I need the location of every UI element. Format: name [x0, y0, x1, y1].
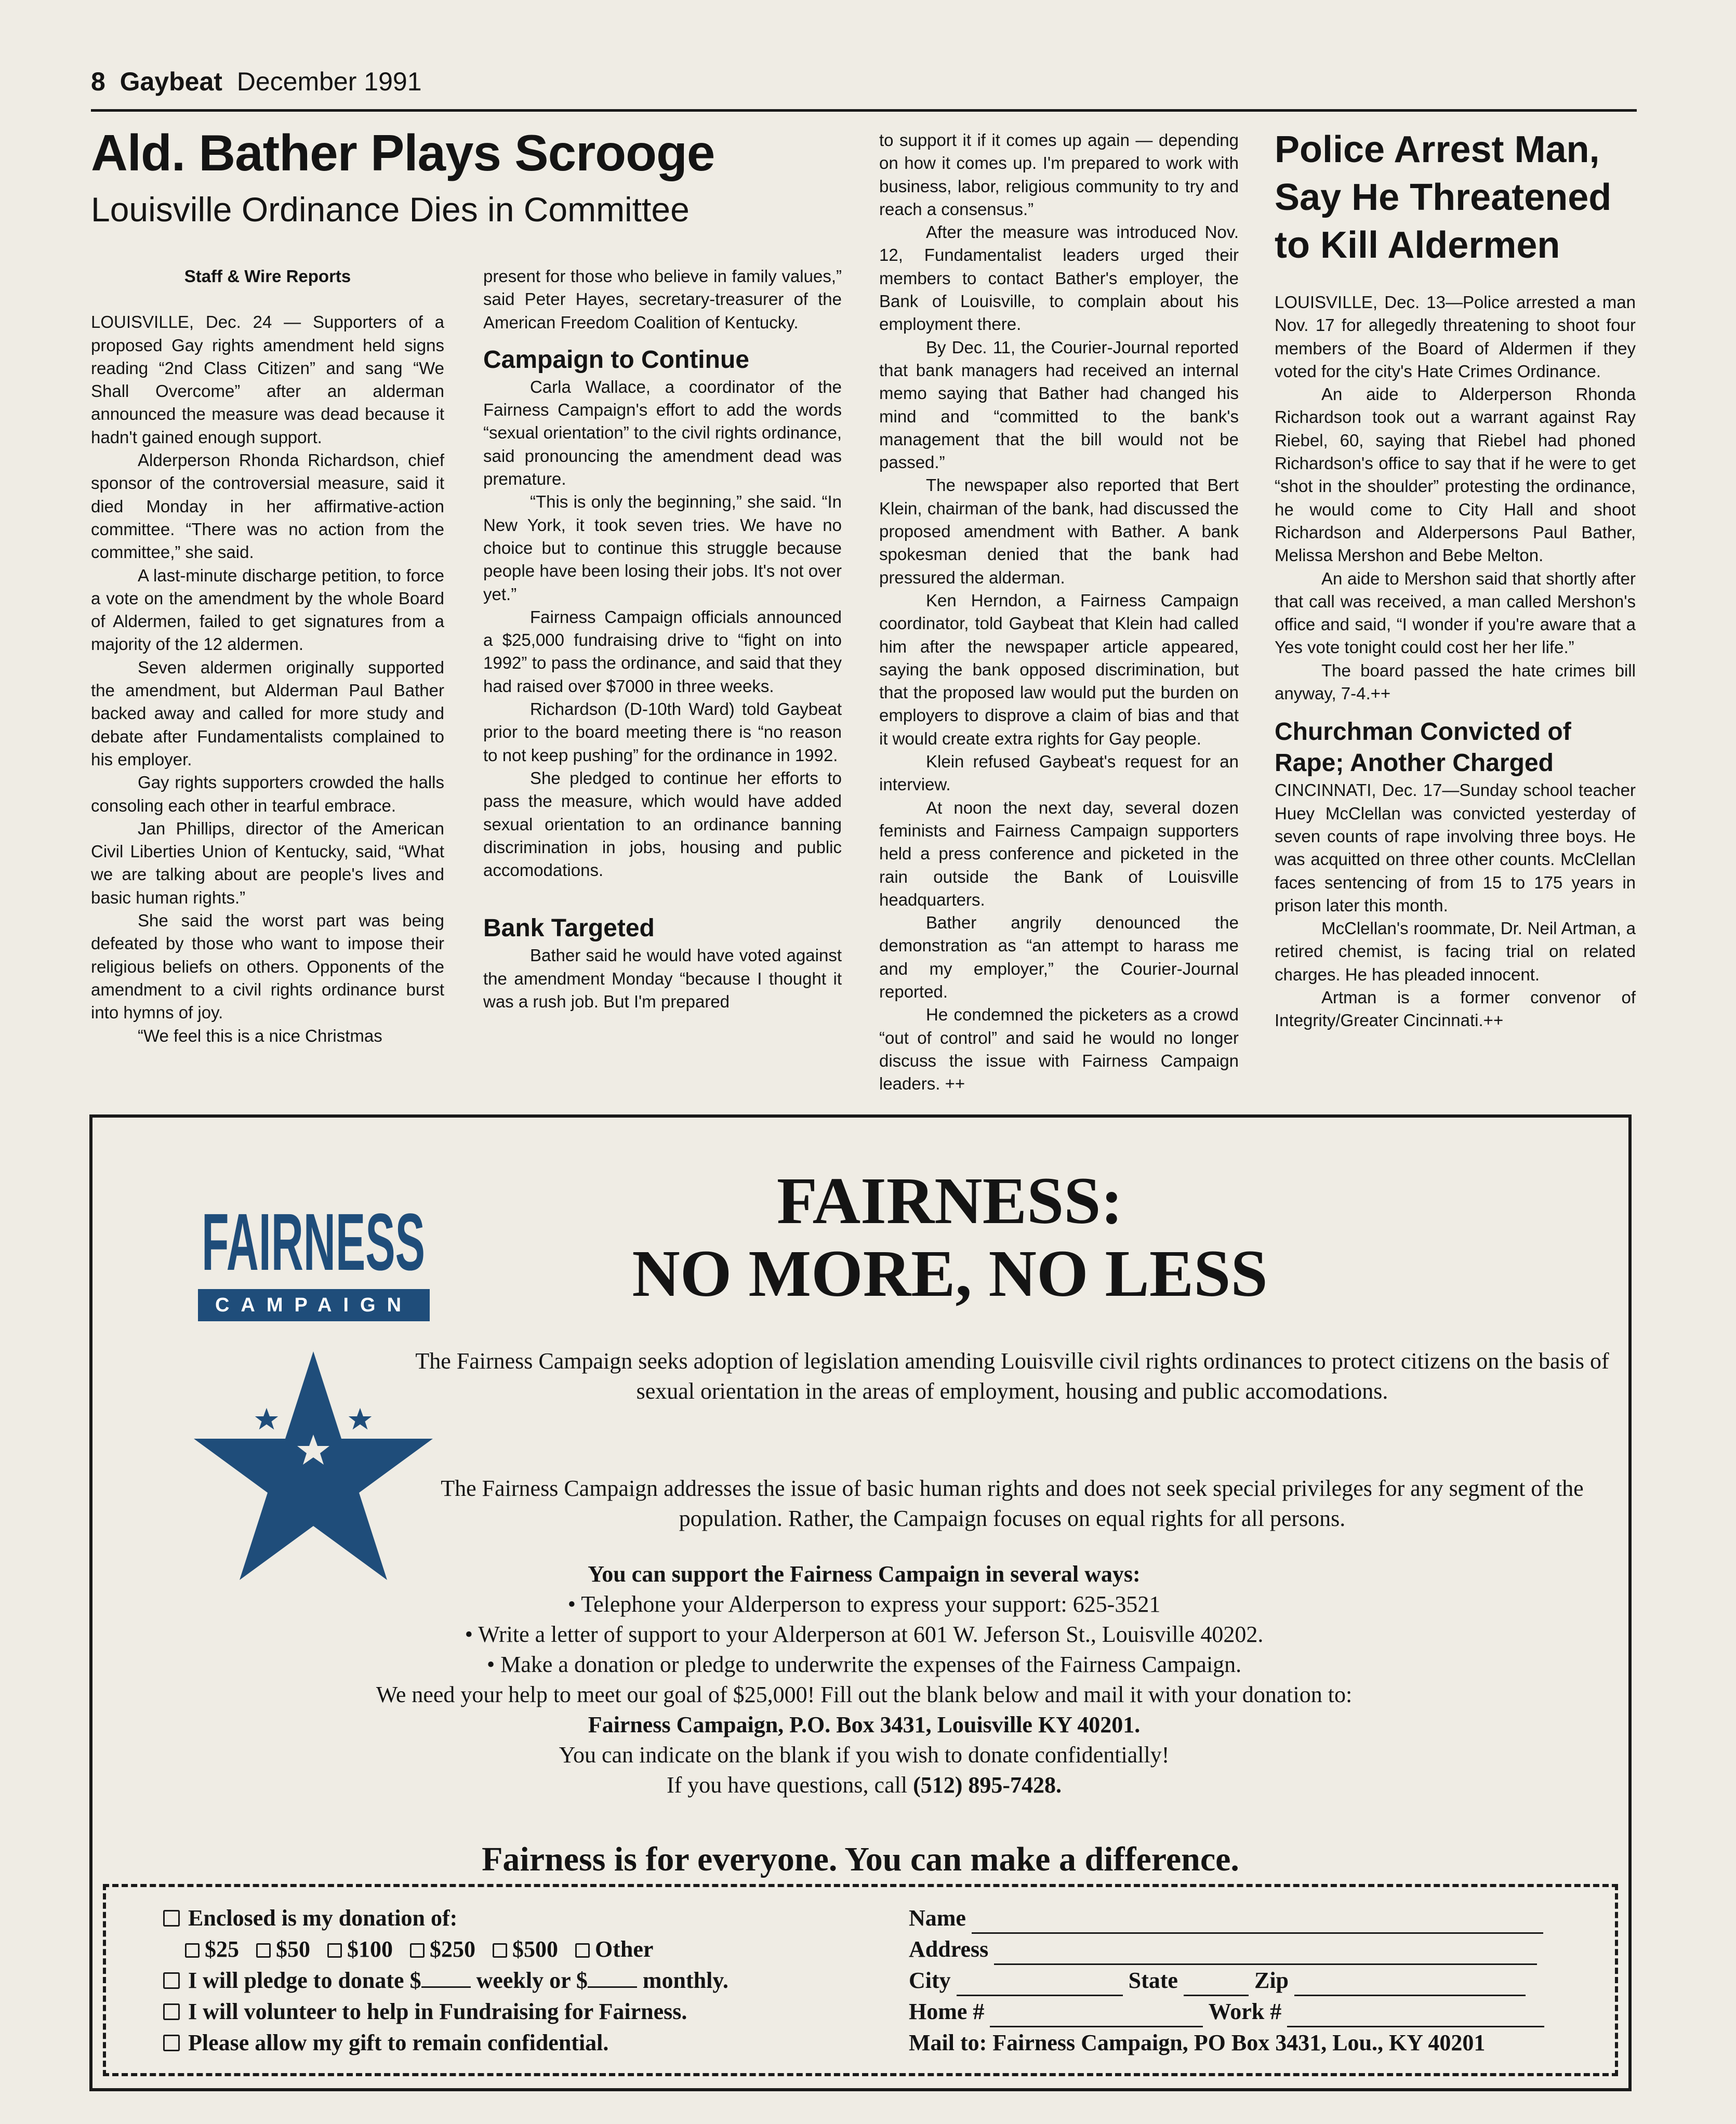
mail-to: Mail to: Fairness Campaign, PO Box 3431, Lou., KY 40201: [909, 2030, 1486, 2055]
amount-label: $25: [205, 1936, 239, 1962]
paragraph: Ken Herndon, a Fairness Campaign coordinator, told Gaybeat that Klein had called him after the newspaper article appeared, saying the bank opposed discrimination, but that the proposed law would put the burden on employers to disprove a claim of bias and that it would create extra rights for Gay people.: [879, 590, 1239, 748]
publication-name: Gaybeat: [120, 67, 222, 96]
paragraph: Bather angrily denounced the demonstration as “an attempt to harass me and my employer,” the Courier-Journal reported.: [879, 913, 1239, 1001]
paragraph: to support it if it comes up again — depending on how it comes up. I'm prepared to work with business, labor, religious community to try and reach a consensus.”: [879, 130, 1239, 219]
paragraph: After the measure was introduced Nov. 12, Fundamentalist leaders urged their members to contact Bather's employer, the Bank of Louisville, to complain about his employment there.: [879, 222, 1239, 334]
checkbox-icon[interactable]: [185, 1943, 200, 1958]
checkbox-icon[interactable]: [327, 1943, 342, 1958]
address-line[interactable]: [994, 1943, 1537, 1965]
pledge-mid: weekly or $: [476, 1968, 588, 1993]
paragraph: LOUISVILLE, Dec. 24 — Supporters of a proposed Gay rights amendment held signs reading “2nd Class Citizen” and sang “We Shall Overcome” after an alderman announced the measure was dead because it hadn't gained enough support.: [91, 312, 444, 447]
paragraph: Artman is a former convenor of Integrity/Greater Cincinnati.++: [1275, 988, 1636, 1030]
home-phone-label: Home #: [909, 1999, 985, 2024]
amount-label: $100: [347, 1936, 393, 1962]
paragraph: The board passed the hate crimes bill anyway, 7-4.++: [1275, 660, 1636, 703]
paragraph: LOUISVILLE, Dec. 13—Police arrested a man Nov. 17 for allegedly threatening to shoot four members of the Board of Aldermen if they voted for the city's Hate Crimes Ordinance.: [1275, 293, 1636, 381]
paragraph: “This is only the beginning,” she said. “In New York, it took seven tries. We have no choice but to continue this struggle because people have been losing their jobs. It's not over yet.”: [483, 492, 842, 604]
paragraph: An aide to Mershon said that shortly after that call was received, a man called Mershon's office and said, “I wonder if you're aware that a Yes vote tonight could cost her her life.”: [1275, 568, 1636, 657]
paragraph: By Dec. 11, the Courier-Journal reported that bank managers had received an internal memo saying that Bather had changed his mind and “committed to the bank's management that the bill would not be passed.”: [879, 337, 1239, 472]
article-column-1: [91, 265, 444, 1047]
fairness-logo-icon: [199, 1197, 428, 1289]
support-item: • Make a donation or pledge to underwrite the expenses of the Fairness Campaign.: [486, 1652, 1242, 1677]
ad-title-line-1: FAIRNESS:: [776, 1164, 1123, 1238]
name-label: Name: [909, 1905, 966, 1931]
pledge-suffix: monthly.: [642, 1968, 728, 1993]
paragraph: He condemned the picketers as a crowd “out of control” and said he would no longer discuss the issue with Fairness Campaign leaders. ++: [879, 1005, 1239, 1094]
paragraph: Seven aldermen originally supported the amendment, but Alderman Paul Bather backed away and called for more study and debate after Fundamentalists complained to his employer.: [91, 657, 444, 769]
state-line[interactable]: [1184, 1974, 1249, 1996]
enclosed-option[interactable]: [163, 1903, 728, 1934]
logo-word: FAIRNESS: [202, 1197, 425, 1287]
volunteer-option[interactable]: [163, 1996, 728, 2027]
city-state-zip-field[interactable]: [909, 1965, 1544, 1996]
fairness-advertisement: [89, 1114, 1632, 2091]
questions-phone: (512) 895-7428.: [913, 1772, 1062, 1798]
page-number: 8: [91, 67, 105, 96]
paragraph: McClellan's roommate, Dr. Neil Artman, a retired chemist, is facing trial on related charges. He has pleaded innocent.: [1275, 919, 1636, 984]
address-field[interactable]: [909, 1934, 1544, 1965]
checkbox-icon[interactable]: [163, 1972, 180, 1989]
pledge-option[interactable]: [163, 1965, 728, 1996]
checkbox-icon[interactable]: [163, 2035, 180, 2051]
masthead-rule: [91, 109, 1637, 112]
goal-line: We need your help to meet our goal of $25,000! Fill out the blank below and mail it with your donation to:: [376, 1682, 1353, 1707]
phone-field[interactable]: [909, 1996, 1544, 2027]
questions-prefix: If you have questions, call: [666, 1772, 913, 1798]
amount-options: [163, 1934, 728, 1965]
paragraph: Alderperson Rhonda Richardson, chief sponsor of the controversial measure, said it died Monday in her affirmative-action committee. “There was no action from the committee,” she said.: [91, 450, 444, 562]
amount-label: Other: [595, 1936, 654, 1962]
paragraph: Jan Phillips, director of the American Civil Liberties Union of Kentucky, said, “What we are talking about are people's lives and basic human rights.”: [91, 818, 444, 907]
mail-address: Fairness Campaign, P.O. Box 3431, Louisville KY 40201.: [588, 1712, 1141, 1737]
work-phone-label: Work #: [1208, 1999, 1282, 2024]
paragraph: An aide to Alderperson Rhonda Richardson took out a warrant against Ray Riebel, 60, saying that Riebel had phoned Richardson's office to say that if he were to get “shot in the shoulder” protesting the ordinance, he would come to City Hall and shoot Richardson and Alderpersons Paul Bather, Melissa Mershon and Bebe Melton.: [1275, 384, 1636, 565]
logo-campaign-bar: CAMPAIGN: [198, 1289, 430, 1321]
headline: Ald. Bather Plays Scrooge: [91, 124, 715, 181]
checkbox-icon[interactable]: [410, 1943, 425, 1958]
state-label: State: [1128, 1968, 1178, 1993]
checkbox-icon[interactable]: [493, 1943, 507, 1958]
city-label: City: [909, 1968, 951, 1993]
article-column-2: [483, 265, 842, 1013]
paragraph: The newspaper also reported that Bert Klein, chairman of the bank, had discussed the proposed amendment with Bather. A bank spokesman denied that the bank had pressured the alderman.: [879, 475, 1239, 587]
ad-slogan: Fairness is for everyone. You can make a difference.: [482, 1840, 1239, 1878]
paragraph: Klein refused Gaybeat's request for an interview.: [879, 752, 1239, 794]
support-item: • Write a letter of support to your Alderperson at 601 W. Jeferson St., Louisville 40202.: [465, 1622, 1264, 1647]
article-column-4: [1275, 291, 1636, 1032]
byline: Staff & Wire Reports: [184, 267, 351, 286]
article-column-3: [879, 129, 1239, 1095]
issue-date: December 1991: [236, 67, 422, 96]
paragraph: Fairness Campaign officials announced a $25,000 fundraising drive to “fight on into 1992” to pass the ordinance, and said that they had raised over $7000 in three weeks.: [483, 607, 842, 696]
paragraph: At noon the next day, several dozen feminists and Fairness Campaign supporters held a press conference and picketed in the rain outside the Bank of Louisville headquarters.: [879, 798, 1239, 909]
monthly-amount-blank[interactable]: [588, 1986, 637, 1988]
paragraph: A last-minute discharge petition, to force a vote on the amendment by the whole Board of Aldermen, failed to get signatures from a majority of the 12 aldermen.: [91, 565, 444, 654]
checkbox-icon[interactable]: [256, 1943, 271, 1958]
church-headline: Churchman Convicted of Rape; Another Charged: [1275, 718, 1571, 777]
paragraph: She pledged to continue her efforts to pass the measure, which would have added sexual orientation to an ordinance banning discrimination in jobs, housing and public accomodations.: [483, 768, 842, 880]
paragraph: She said the worst part was being defeated by those who want to impose their religious beliefs on others. Opponents of the amendment to a civil rights ordinance burst into hymns of joy.: [91, 911, 444, 1023]
checkbox-icon[interactable]: [163, 1910, 180, 1927]
enclosed-label: Enclosed is my donation of:: [188, 1905, 458, 1931]
amount-label: $250: [430, 1936, 475, 1962]
support-section: [196, 1559, 1532, 1800]
paragraph: Richardson (D-10th Ward) told Gaybeat prior to the board meeting there is “no reason to not keep pushing” for the ordinance in 1992.: [483, 699, 842, 765]
name-line[interactable]: [972, 1911, 1543, 1934]
checkbox-icon[interactable]: [163, 2003, 180, 2020]
star-logo-icon: [194, 1346, 433, 1585]
masthead: [91, 67, 422, 97]
address-label: Address: [909, 1936, 989, 1962]
home-phone-line[interactable]: [990, 2005, 1203, 2027]
paragraph: “We feel this is a nice Christmas: [138, 1026, 382, 1045]
zip-line[interactable]: [1294, 1974, 1526, 1996]
section-heading: Campaign to Continue: [483, 346, 749, 374]
city-line[interactable]: [957, 1974, 1123, 1996]
support-item: • Telephone your Alderperson to express your support: 625-3521: [567, 1591, 1161, 1617]
subheadline: Louisville Ordinance Dies in Committee: [91, 190, 690, 229]
paragraph: Carla Wallace, a coordinator of the Fairness Campaign's effort to add the words “sexual orientation” to the civil rights ordinance, said pronouncing the amendment dead was premature.: [483, 377, 842, 489]
work-phone-line[interactable]: [1287, 2005, 1544, 2027]
pledge-prefix: I will pledge to donate $: [188, 1968, 421, 1993]
questions-line: [196, 1770, 1532, 1800]
name-field[interactable]: [909, 1903, 1544, 1934]
volunteer-label: I will volunteer to help in Fundraising for Fairness.: [188, 1999, 687, 2024]
paragraph: present for those who believe in family values,” said Peter Hayes, secretary-treasurer of the American Freedom Coalition of Kentucky.: [483, 267, 842, 332]
support-heading: You can support the Fairness Campaign in several ways:: [588, 1561, 1141, 1587]
ad-paragraph-2: The Fairness Campaign addresses the issue of basic human rights and does not seek special privileges for any segment of the population. Rather, the Campaign focuses on equal rights for all persons.: [441, 1476, 1584, 1531]
coupon-options: [163, 1903, 728, 2059]
checkbox-icon[interactable]: [575, 1943, 590, 1958]
section-heading: Bank Targeted: [483, 914, 655, 942]
paragraph: Bather said he would have voted against the amendment Monday “because I thought it was a rush job. But I'm prepared: [483, 946, 842, 1012]
paragraph: CINCINNATI, Dec. 17—Sunday school teacher Huey McClellan was convicted yesterday of seven counts of rape involving three boys. He was acquitted on three other counts. McClellan faces sentencing of from 15 to 175 years in prison later this month.: [1275, 780, 1636, 915]
weekly-amount-blank[interactable]: [421, 1986, 471, 1988]
confidential-option[interactable]: [163, 2027, 728, 2059]
zip-label: Zip: [1254, 1968, 1289, 1993]
amount-label: $50: [276, 1936, 310, 1962]
coupon-contact-fields: [909, 1903, 1544, 2059]
police-headline: Police Arrest Man, Say He Threatened to Kill Aldermen: [1275, 129, 1612, 266]
amount-label: $500: [512, 1936, 558, 1962]
confidential-line: You can indicate on the blank if you wish to donate confidentially!: [559, 1742, 1170, 1768]
ad-paragraph-1: The Fairness Campaign seeks adoption of legislation amending Louisville civil rights ordinances to protect citizens on the basis of sexual orientation in the areas of employment, housing and public accomodations.: [415, 1348, 1609, 1404]
confidential-label: Please allow my gift to remain confidential.: [188, 2030, 609, 2055]
ad-title-line-2: NO MORE, NO LESS: [632, 1237, 1268, 1310]
paragraph: Gay rights supporters crowded the halls consoling each other in tearful embrace.: [91, 773, 444, 815]
ad-title: [430, 1164, 1469, 1310]
donation-coupon: [103, 1884, 1618, 2076]
